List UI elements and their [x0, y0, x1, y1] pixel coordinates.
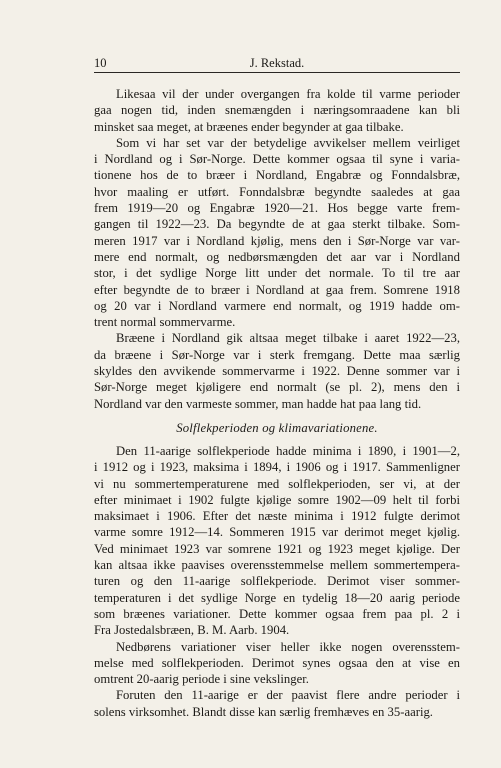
text-line: trent normal sommervarme. — [94, 315, 236, 330]
paragraph — [94, 687, 460, 720]
text-line: i 1912 og i 1923, maksima i 1894, i 1906 og i 1917. Sammenligner — [94, 460, 460, 475]
text-line: som bræenes variationer. Dette kommer ogsaa frem paa pl. 2 i — [94, 606, 460, 621]
text-line: Bræene i Nordland gik altsaa meget tilbake i aaret 1922—23, — [116, 331, 460, 346]
text-line: turen og den 11-aarige solflekperiode. Derimot viser sommer- — [94, 574, 460, 589]
page-header — [94, 56, 460, 73]
paragraph — [94, 639, 460, 688]
text-line: minsket saa meget, at bræenes ender begynder at gaa tilbake. — [94, 119, 404, 134]
text-line: varme somre 1912—14. Sommeren 1915 var derimot meget kjølig. — [94, 525, 460, 540]
text-line: hvor maaling er utført. Fonndalsbræ begyndte saaledes at gaa — [94, 184, 460, 199]
text-line: og 20 var i Nordland varmere end normalt, og 1919 hadde om- — [94, 298, 460, 313]
text-line: Den 11-aarige solflekperiode hadde minima i 1890, i 1901—2, — [116, 443, 460, 458]
text-line: vi nu sommertemperaturene med solflekperioden, ser vi, at der — [94, 476, 460, 491]
text-line: i Nordland og i Sør-Norge. Dette kommer ogsaa til syne i varia- — [94, 152, 460, 167]
text-line: Foruten den 11-aarige er der paavist flere andre perioder i — [116, 688, 460, 703]
text-line: Nedbørens variationer viser heller ikke nogen overensstem- — [116, 639, 460, 654]
text-line: gaa nogen tid, inden snemængden i næringsomraadene kan bli — [94, 103, 460, 118]
paragraph — [94, 330, 460, 411]
text-line: temperaturen i det sydlige Norge en tydelig 18—20 aarig periode — [94, 590, 460, 605]
text-line: efter begyndte de to bræer i Nordland at gaa frem. Somrene 1918 — [94, 282, 460, 297]
page-number: 10 — [94, 56, 107, 70]
body-text — [94, 86, 460, 720]
running-head: J. Rekstad. — [249, 56, 305, 70]
text-line: Ved minimaet 1923 var somrene 1921 og 1923 meget kjølige. Der — [94, 541, 460, 556]
text-line: meren 1917 var i Nordland kjølig, mens den i Sør-Norge var var- — [94, 233, 460, 248]
text-line: gangen til 1922—23. Da begyndte de at gaa sterkt tilbake. Som- — [94, 217, 460, 232]
text-line: Sør-Norge meget kjøligere end normalt (se pl. 2), mens den i — [94, 380, 460, 395]
text-line: omtrent 20-aarig periode i sine vekslinger. — [94, 672, 309, 687]
paragraph — [94, 135, 460, 331]
text-line: frem 1919—20 og Engabræ 1920—21. Hos begge varte frem- — [94, 201, 460, 216]
text-line: Nordland var den varmeste sommer, man hadde hat paa lang tid. — [94, 396, 422, 411]
text-line: kan altsaa ikke paavises overensstemmelse mellem sommertempera- — [94, 558, 460, 573]
text-line: skyldes den avvikende sommervarme i 1922. Denne sommer var i — [94, 364, 460, 379]
text-line: solens virksomhet. Blandt disse kan særlig fremhæves en 35-aarig. — [94, 704, 433, 719]
paragraph — [94, 443, 460, 639]
text-line: tionene hos de to bræer i Nordland, Engabræ og Fonndalsbræ, — [94, 168, 460, 183]
text-line: da bræene i Sør-Norge var i sterk fremgang. Dette maa særlig — [94, 347, 460, 362]
text-line: Likesaa vil der under overgangen fra kolde til varme perioder — [116, 87, 460, 101]
text-line: melse med solflekperioden. Derimot synes ogsaa den at vise en — [94, 655, 460, 670]
text-line: mere end normalt, og nedbørsmængden det aar var i Nordland — [94, 249, 460, 264]
text-line: efter minimaet i 1902 fulgte kjølige somre 1902—09 helt til forbi — [94, 492, 460, 507]
paragraph — [94, 86, 460, 135]
text-line: Som vi har set var der betydelige avvikelser mellem veirliget — [116, 135, 460, 150]
text-line: maksimaet i 1906. Efter det næste minima i 1912 fulgte derimot — [94, 509, 460, 524]
text-line: stor, i det sydlige Norge litt under det normale. To til tre aar — [94, 266, 460, 281]
section-heading: Solflekperioden og klimavariationene. — [176, 420, 378, 435]
text-line: Fra Jostedalsbræen, B. M. Aarb. 1904. — [94, 623, 290, 638]
